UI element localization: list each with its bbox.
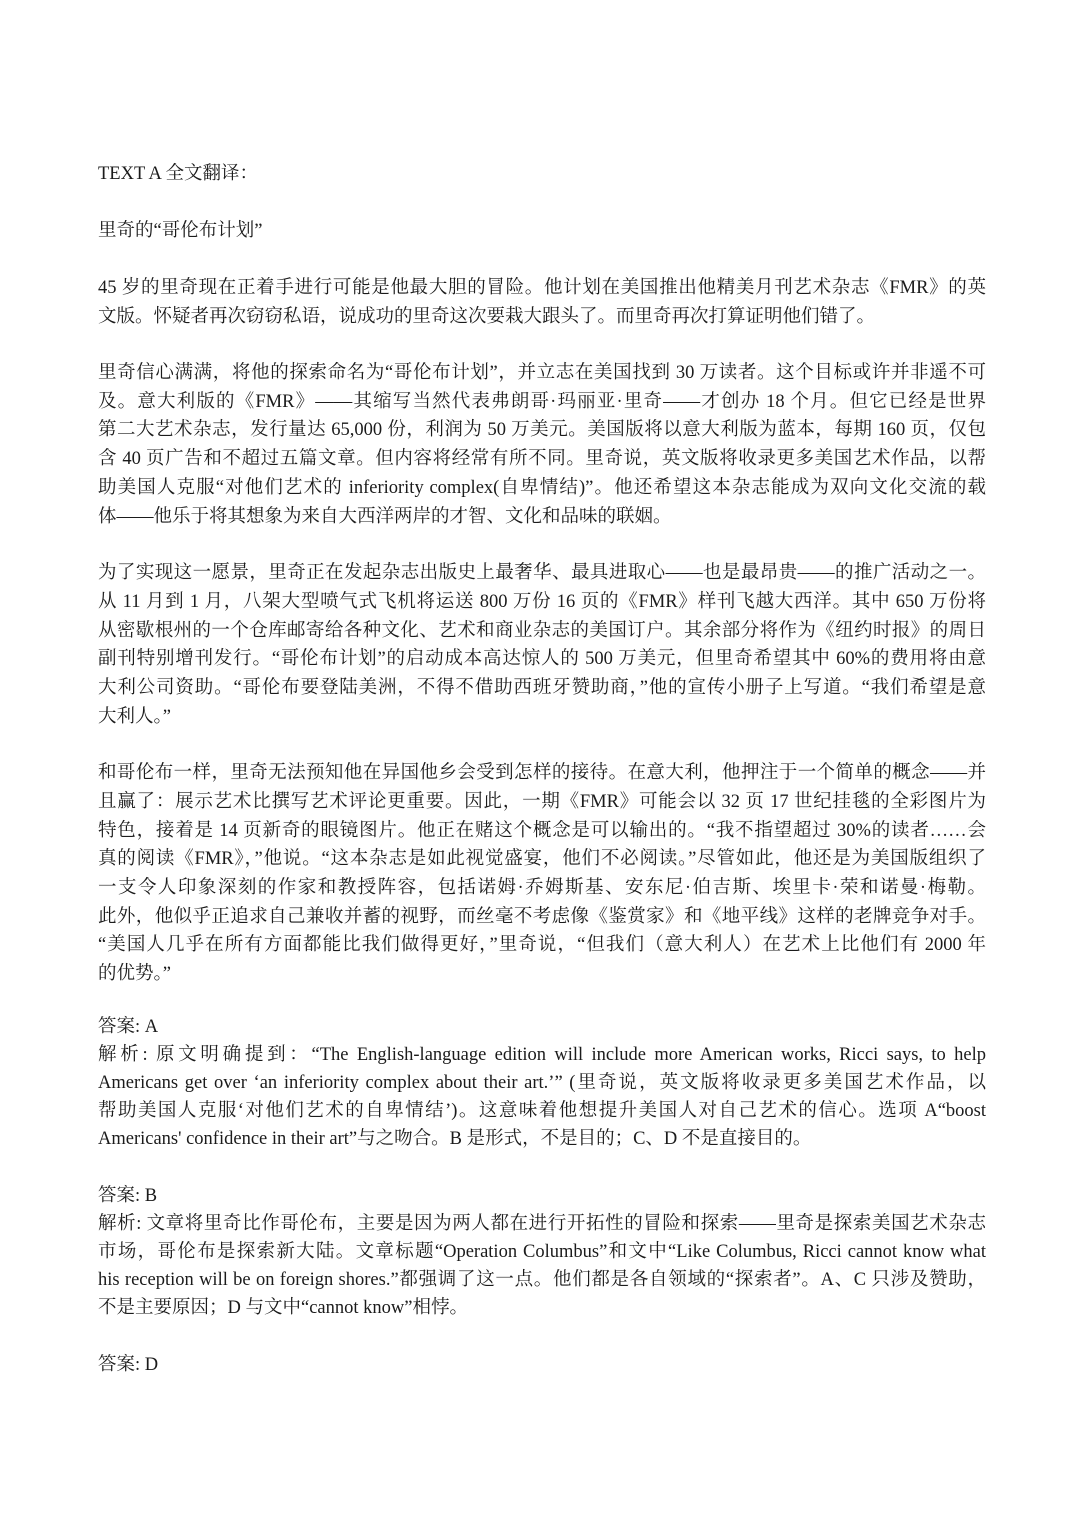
paragraph-3-line-2: 从 11 月到 1 月，八架大型喷气式飞机将运送 800 万份 16 页的《FMR》样刊飞越大西洋。其中 650 万份将	[98, 592, 986, 612]
paragraph-4-line-8: 的优势。”	[98, 964, 171, 984]
paragraph-2-line-5: 助美国人克服“对他们艺术的 inferiority complex(自卑情结)”。他还希望这本杂志能成为双向文化交流的载	[98, 478, 986, 498]
answer-2-analysis-line-4: 不是主要原因；D 与文中“cannot know”相悖。	[98, 1298, 468, 1318]
paragraph-4-line-1: 和哥伦布一样，里奇无法预知他在异国他乡会受到怎样的接待。在意大利，他押注于一个简单的概念——并	[98, 763, 986, 783]
answer-2-analysis-line-3: his reception will be on foreign shores.”都强调了这一点。他们都是各自领域的“探索者”。A、C 只涉及赞助，	[98, 1270, 986, 1290]
paragraph-4-line-3: 特色，接着是 14 页新奇的眼镜图片。他正在赌这个概念是可以输出的。“我不指望超过 30%的读者……会	[98, 821, 986, 841]
answer-1-analysis-line-3: 帮助美国人克服‘对他们艺术的自卑情结’)。这意味着他想提升美国人对自己艺术的信心。选项 A“boost	[98, 1101, 986, 1121]
article-title: 里奇的“哥伦布计划”	[98, 221, 263, 241]
paragraph-3-line-6: 大利人。”	[98, 707, 171, 727]
answer-2-label: 答案: B	[98, 1186, 158, 1206]
paragraph-2-line-2: 及。意大利版的《FMR》——其缩写当然代表弗朗哥·玛丽亚·里奇——才创办 18 个月。但它已经是世界	[98, 392, 986, 412]
paragraph-4-line-5: 一支令人印象深刻的作家和教授阵容，包括诺姆·乔姆斯基、安东尼·伯吉斯、埃里卡·荣和诺曼·梅勒。	[98, 878, 986, 898]
paragraph-4-line-7: “美国人几乎在所有方面都能比我们做得更好，”里奇说，“但我们（意大利人）在艺术上比他们有 2000 年	[98, 935, 986, 955]
answer-3-label: 答案: D	[98, 1355, 159, 1375]
paragraph-3-line-4: 副刊特别增刊发行。“哥伦布计划”的启动成本高达惊人的 500 万美元，但里奇希望其中 60%的费用将由意	[98, 649, 986, 669]
answer-2-analysis-line-1: 解析: 文章将里奇比作哥伦布，主要是因为两人都在进行开拓性的冒险和探索——里奇是探索美国艺术杂志	[98, 1214, 986, 1234]
paragraph-2-line-4: 含 40 页广告和不超过五篇文章。但内容将经常有所不同。里奇说，英文版将收录更多美国艺术作品，以帮	[98, 449, 986, 469]
paragraph-4-line-4: 真的阅读《FMR》，”他说。“这本杂志是如此视觉盛宴，他们不必阅读。”尽管如此，他还是为美国版组织了	[98, 849, 986, 869]
paragraph-3-line-5: 大利公司资助。“哥伦布要登陆美洲，不得不借助西班牙赞助商，”他的宣传小册子上写道。“我们希望是意	[98, 678, 986, 698]
answer-1-analysis-line-2: Americans get over ‘an inferiority complex about their art.’” (里奇说，英文版将收录更多美国艺术作品，以	[98, 1073, 986, 1093]
answer-1-label: 答案: A	[98, 1017, 159, 1037]
answer-1-analysis-line-4: Americans' confidence in their art”与之吻合。B 是形式，不是目的；C、D 不是直接目的。	[98, 1129, 812, 1149]
paragraph-2-line-3: 第二大艺术杂志，发行量达 65,000 份，利润为 50 万美元。美国版将以意大利版为蓝本，每期 160 页，仅包	[98, 420, 986, 440]
paragraph-2-line-6: 体——他乐于将其想象为来自大西洋两岸的才智、文化和品味的联姻。	[98, 507, 672, 527]
doc-title: TEXT A 全文翻译：	[98, 164, 258, 184]
paragraph-1-line-2: 文版。怀疑者再次窃窃私语，说成功的里奇这次要栽大跟头了。而里奇再次打算证明他们错了。	[98, 307, 876, 327]
paragraph-4-line-6: 此外，他似乎正追求自己兼收并蓄的视野，而丝毫不考虑像《鉴赏家》和《地平线》这样的老牌竞争对手。	[98, 907, 986, 927]
paragraph-2-line-1: 里奇信心满满，将他的探索命名为“哥伦布计划”，并立志在美国找到 30 万读者。这个目标或许并非遥不可	[98, 363, 986, 383]
paragraph-4-line-2: 且赢了：展示艺术比撰写艺术评论更重要。因此，一期《FMR》可能会以 32 页 17 世纪挂毯的全彩图片为	[98, 792, 986, 812]
paragraph-3-line-1: 为了实现这一愿景，里奇正在发起杂志出版史上最奢华、最具进取心——也是最昂贵——的推广活动之一。	[98, 563, 986, 583]
answer-2-analysis-line-2: 市场，哥伦布是探索新大陆。文章标题“Operation Columbus”和文中“Like Columbus, Ricci cannot know what	[98, 1242, 986, 1262]
paragraph-1-line-1: 45 岁的里奇现在正着手进行可能是他最大胆的冒险。他计划在美国推出他精美月刊艺术杂志《FMR》的英	[98, 278, 986, 298]
paragraph-3-line-3: 从密歇根州的一个仓库邮寄给各种文化、艺术和商业杂志的美国订户。其余部分将作为《纽约时报》的周日	[98, 621, 986, 641]
answer-1-analysis-line-1: 解析: 原文明确提到：“The English-language edition will include more American works, Ricci says, to help	[98, 1045, 986, 1065]
